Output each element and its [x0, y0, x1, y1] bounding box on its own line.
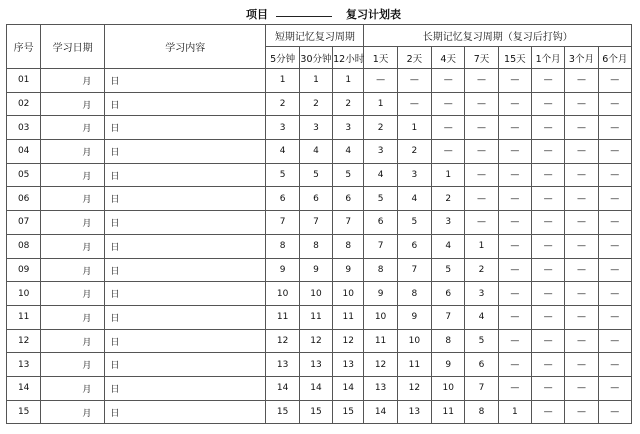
study-content-cell[interactable]: [104, 140, 266, 164]
table-row: [7, 353, 632, 377]
long-review-cell[interactable]: 7: [465, 376, 498, 400]
row-seq: 11: [7, 305, 41, 329]
day-label: 日: [110, 313, 120, 324]
long-review-cell[interactable]: —: [498, 329, 531, 353]
long-review-cell[interactable]: —: [531, 282, 564, 306]
short-review-cell: 15: [299, 400, 332, 424]
long-review-cell[interactable]: —: [498, 376, 531, 400]
short-review-cell: 14: [266, 376, 299, 400]
long-review-cell[interactable]: 14: [364, 400, 397, 424]
long-review-cell[interactable]: —: [598, 305, 631, 329]
month-label: 月: [82, 171, 92, 182]
long-review-cell[interactable]: —: [565, 305, 598, 329]
month-label: 月: [82, 266, 92, 277]
long-review-cell[interactable]: —: [598, 353, 631, 377]
long-review-cell[interactable]: —: [531, 187, 564, 211]
long-review-cell[interactable]: —: [565, 258, 598, 282]
long-review-cell[interactable]: —: [565, 329, 598, 353]
long-review-cell[interactable]: —: [598, 187, 631, 211]
table-row: [7, 400, 632, 424]
long-review-cell[interactable]: —: [598, 258, 631, 282]
short-review-cell: 13: [299, 353, 332, 377]
long-review-cell[interactable]: 2: [364, 116, 397, 140]
long-review-cell[interactable]: —: [531, 92, 564, 116]
study-content-cell[interactable]: [104, 92, 266, 116]
long-review-cell[interactable]: —: [598, 140, 631, 164]
long-review-cell[interactable]: —: [531, 329, 564, 353]
table-row: [7, 329, 632, 353]
long-review-cell[interactable]: —: [498, 258, 531, 282]
long-review-cell[interactable]: —: [565, 163, 598, 187]
table-row: [7, 305, 632, 329]
study-date-cell[interactable]: [41, 92, 120, 116]
long-review-cell[interactable]: —: [498, 353, 531, 377]
long-review-cell[interactable]: —: [531, 163, 564, 187]
header-long-7d: 7天: [465, 47, 498, 69]
short-review-cell: 3: [299, 116, 332, 140]
row-seq: 15: [7, 400, 41, 424]
long-review-cell[interactable]: —: [465, 116, 498, 140]
study-content-cell[interactable]: [104, 376, 266, 400]
study-content-cell[interactable]: [104, 400, 266, 424]
day-label: 日: [110, 290, 120, 301]
short-review-cell: 11: [299, 305, 332, 329]
study-date-cell[interactable]: [41, 116, 120, 140]
short-review-cell: 4: [333, 140, 364, 164]
long-review-cell[interactable]: —: [498, 163, 531, 187]
long-review-cell[interactable]: 8: [397, 282, 431, 306]
short-review-cell: 12: [299, 329, 332, 353]
project-label: 项目: [246, 8, 268, 21]
long-review-cell[interactable]: —: [531, 69, 564, 93]
study-content-cell[interactable]: [104, 116, 266, 140]
short-review-cell: 8: [333, 234, 364, 258]
long-review-cell[interactable]: —: [565, 376, 598, 400]
long-review-cell[interactable]: 7: [397, 258, 431, 282]
row-seq: 03: [7, 116, 41, 140]
header-study-content: 学习内容: [104, 25, 266, 69]
header-long-1m: 1个月: [531, 47, 564, 69]
long-review-cell[interactable]: —: [465, 163, 498, 187]
long-review-cell[interactable]: —: [565, 353, 598, 377]
long-review-cell[interactable]: 1: [364, 92, 397, 116]
long-review-cell[interactable]: —: [465, 92, 498, 116]
long-review-cell[interactable]: 13: [364, 376, 397, 400]
study-content-cell[interactable]: [104, 234, 266, 258]
study-date-cell[interactable]: [41, 234, 120, 258]
long-review-cell[interactable]: —: [498, 187, 531, 211]
short-review-cell: 2: [266, 92, 299, 116]
month-label: 月: [82, 148, 92, 159]
day-label: 日: [110, 148, 120, 159]
header-long-term-group: 长期记忆复习周期（复习后打钩）: [364, 25, 632, 47]
header-study-date: 学习日期: [41, 25, 105, 69]
long-review-cell[interactable]: —: [432, 140, 465, 164]
day-label: 日: [110, 100, 120, 111]
short-review-cell: 8: [266, 234, 299, 258]
short-review-cell: 1: [266, 69, 299, 93]
long-review-cell[interactable]: —: [565, 282, 598, 306]
table-row: [7, 234, 632, 258]
long-review-cell[interactable]: —: [598, 69, 631, 93]
long-review-cell[interactable]: 5: [465, 329, 498, 353]
short-review-cell: 5: [266, 163, 299, 187]
long-review-cell[interactable]: 4: [432, 234, 465, 258]
short-review-cell: 13: [333, 353, 364, 377]
long-review-cell[interactable]: 6: [364, 211, 397, 235]
long-review-cell[interactable]: —: [397, 69, 431, 93]
long-review-cell[interactable]: —: [565, 187, 598, 211]
short-review-cell: 6: [266, 187, 299, 211]
long-review-cell[interactable]: —: [598, 211, 631, 235]
short-review-cell: 2: [299, 92, 332, 116]
short-review-cell: 11: [266, 305, 299, 329]
short-review-cell: 4: [299, 140, 332, 164]
long-review-cell[interactable]: —: [598, 400, 631, 424]
table-row: [7, 69, 632, 93]
long-review-cell[interactable]: 11: [432, 400, 465, 424]
day-label: 日: [110, 219, 120, 230]
long-review-cell[interactable]: —: [531, 376, 564, 400]
long-review-cell[interactable]: —: [531, 305, 564, 329]
long-review-cell[interactable]: —: [565, 116, 598, 140]
month-label: 月: [82, 290, 92, 301]
month-label: 月: [82, 408, 92, 419]
study-date-cell[interactable]: [41, 258, 120, 282]
long-review-cell[interactable]: —: [531, 400, 564, 424]
long-review-cell[interactable]: —: [465, 187, 498, 211]
row-seq: 01: [7, 69, 41, 93]
day-label: 日: [110, 361, 120, 372]
study-date-cell[interactable]: [41, 400, 120, 424]
short-review-cell: 8: [299, 234, 332, 258]
short-review-cell: 3: [266, 116, 299, 140]
short-review-cell: 5: [333, 163, 364, 187]
short-review-cell: 5: [299, 163, 332, 187]
long-review-cell[interactable]: —: [397, 92, 431, 116]
table-row: [7, 116, 632, 140]
row-seq: 08: [7, 234, 41, 258]
long-review-cell[interactable]: 11: [364, 329, 397, 353]
long-review-cell[interactable]: —: [498, 140, 531, 164]
long-review-cell[interactable]: 6: [397, 234, 431, 258]
long-review-cell[interactable]: —: [565, 400, 598, 424]
long-review-cell[interactable]: 12: [397, 376, 431, 400]
long-review-cell[interactable]: 2: [432, 187, 465, 211]
long-review-cell[interactable]: —: [432, 69, 465, 93]
long-review-cell[interactable]: —: [498, 282, 531, 306]
long-review-cell[interactable]: —: [565, 92, 598, 116]
month-label: 月: [82, 384, 92, 395]
long-review-cell[interactable]: 4: [397, 187, 431, 211]
long-review-cell[interactable]: 3: [465, 282, 498, 306]
short-review-cell: 12: [333, 329, 364, 353]
row-seq: 05: [7, 163, 41, 187]
long-review-cell[interactable]: 2: [397, 140, 431, 164]
long-review-cell[interactable]: —: [465, 140, 498, 164]
row-seq: 02: [7, 92, 41, 116]
long-review-cell[interactable]: —: [531, 211, 564, 235]
review-schedule-table: [6, 24, 632, 424]
row-seq: 04: [7, 140, 41, 164]
row-seq: 12: [7, 329, 41, 353]
long-review-cell[interactable]: —: [598, 329, 631, 353]
row-seq: 10: [7, 282, 41, 306]
month-label: 月: [82, 313, 92, 324]
long-review-cell[interactable]: 4: [364, 163, 397, 187]
table-row: [7, 163, 632, 187]
day-label: 日: [110, 242, 120, 253]
header-seq: 序号: [7, 25, 41, 69]
long-review-cell[interactable]: —: [565, 140, 598, 164]
title-bar: [0, 4, 640, 22]
short-review-cell: 7: [266, 211, 299, 235]
plan-title: 复习计划表: [346, 8, 401, 21]
study-content-cell[interactable]: [104, 163, 266, 187]
row-seq: 06: [7, 187, 41, 211]
short-review-cell: 9: [299, 258, 332, 282]
short-review-cell: 1: [299, 69, 332, 93]
header-long-2d: 2天: [397, 47, 431, 69]
short-review-cell: 10: [333, 282, 364, 306]
long-review-cell[interactable]: —: [598, 116, 631, 140]
long-review-cell[interactable]: 10: [397, 329, 431, 353]
short-review-cell: 7: [333, 211, 364, 235]
long-review-cell[interactable]: 12: [364, 353, 397, 377]
day-label: 日: [110, 408, 120, 419]
long-review-cell[interactable]: 5: [432, 258, 465, 282]
study-content-cell[interactable]: [104, 211, 266, 235]
long-review-cell[interactable]: —: [432, 116, 465, 140]
header-long-3m: 3个月: [565, 47, 598, 69]
long-review-cell[interactable]: 1: [397, 116, 431, 140]
short-review-cell: 14: [299, 376, 332, 400]
long-review-cell[interactable]: —: [498, 116, 531, 140]
long-review-cell[interactable]: —: [465, 69, 498, 93]
long-review-cell[interactable]: 8: [364, 258, 397, 282]
long-review-cell[interactable]: —: [598, 376, 631, 400]
long-review-cell[interactable]: —: [598, 163, 631, 187]
long-review-cell[interactable]: —: [364, 69, 397, 93]
study-content-cell[interactable]: [104, 305, 266, 329]
header-long-6m: 6个月: [598, 47, 631, 69]
short-review-cell: 4: [266, 140, 299, 164]
day-label: 日: [110, 124, 120, 135]
long-review-cell[interactable]: 9: [397, 305, 431, 329]
short-review-cell: 12: [266, 329, 299, 353]
month-label: 月: [82, 219, 92, 230]
long-review-cell[interactable]: —: [498, 211, 531, 235]
table-row: [7, 92, 632, 116]
day-label: 日: [110, 266, 120, 277]
day-label: 日: [110, 337, 120, 348]
study-date-cell[interactable]: [41, 282, 120, 306]
long-review-cell[interactable]: —: [432, 92, 465, 116]
study-date-cell[interactable]: [41, 305, 120, 329]
long-review-cell[interactable]: 8: [465, 400, 498, 424]
day-label: 日: [110, 77, 120, 87]
study-content-cell[interactable]: [104, 258, 266, 282]
short-review-cell: 1: [333, 69, 364, 93]
long-review-cell[interactable]: 7: [432, 305, 465, 329]
table-row: [7, 187, 632, 211]
row-seq: 13: [7, 353, 41, 377]
long-review-cell[interactable]: —: [531, 140, 564, 164]
day-label: 日: [110, 384, 120, 395]
short-review-cell: 13: [266, 353, 299, 377]
long-review-cell[interactable]: 5: [364, 187, 397, 211]
long-review-cell[interactable]: —: [565, 211, 598, 235]
row-seq: 09: [7, 258, 41, 282]
study-date-cell[interactable]: [41, 140, 120, 164]
study-date-cell[interactable]: [41, 353, 120, 377]
long-review-cell[interactable]: 5: [397, 211, 431, 235]
month-label: 月: [82, 100, 92, 111]
long-review-cell[interactable]: 10: [364, 305, 397, 329]
long-review-cell[interactable]: —: [531, 353, 564, 377]
short-review-cell: 15: [266, 400, 299, 424]
long-review-cell[interactable]: 3: [432, 211, 465, 235]
long-review-cell[interactable]: —: [498, 305, 531, 329]
header-short-12h: 12小时: [333, 47, 364, 69]
study-content-cell[interactable]: [104, 282, 266, 306]
short-review-cell: 14: [333, 376, 364, 400]
long-review-cell[interactable]: 6: [465, 353, 498, 377]
study-date-cell[interactable]: [41, 69, 120, 93]
short-review-cell: 11: [333, 305, 364, 329]
header-long-4d: 4天: [432, 47, 465, 69]
table-row: [7, 376, 632, 400]
study-date-cell[interactable]: [41, 187, 120, 211]
table-body: [7, 69, 632, 424]
day-label: 日: [110, 195, 120, 206]
long-review-cell[interactable]: 7: [364, 234, 397, 258]
short-review-cell: 2: [333, 92, 364, 116]
long-review-cell[interactable]: 3: [397, 163, 431, 187]
table-row: [7, 211, 632, 235]
long-review-cell[interactable]: —: [465, 211, 498, 235]
long-review-cell[interactable]: 1: [498, 400, 531, 424]
table-row: [7, 282, 632, 306]
header-long-1d: 1天: [364, 47, 397, 69]
long-review-cell[interactable]: 1: [432, 163, 465, 187]
short-review-cell: 7: [299, 211, 332, 235]
study-content-cell[interactable]: [104, 353, 266, 377]
header-short-30min: 30分钟: [299, 47, 332, 69]
header-long-15d: 15天: [498, 47, 531, 69]
short-review-cell: 9: [333, 258, 364, 282]
study-date-cell[interactable]: [41, 211, 120, 235]
long-review-cell[interactable]: 10: [432, 376, 465, 400]
month-label: 月: [82, 77, 92, 87]
month-label: 月: [82, 337, 92, 348]
month-label: 月: [82, 361, 92, 372]
table-row: [7, 258, 632, 282]
long-review-cell[interactable]: —: [598, 282, 631, 306]
short-review-cell: 6: [333, 187, 364, 211]
short-review-cell: 6: [299, 187, 332, 211]
study-date-cell[interactable]: [41, 376, 120, 400]
table-row: [7, 140, 632, 164]
long-review-cell[interactable]: 1: [465, 234, 498, 258]
study-date-cell[interactable]: [41, 329, 120, 353]
long-review-cell[interactable]: —: [598, 92, 631, 116]
long-review-cell[interactable]: —: [498, 69, 531, 93]
long-review-cell[interactable]: 4: [465, 305, 498, 329]
long-review-cell[interactable]: 9: [364, 282, 397, 306]
month-label: 月: [82, 195, 92, 206]
long-review-cell[interactable]: —: [498, 92, 531, 116]
month-label: 月: [82, 242, 92, 253]
long-review-cell[interactable]: —: [498, 234, 531, 258]
long-review-cell[interactable]: 3: [364, 140, 397, 164]
long-review-cell[interactable]: —: [531, 234, 564, 258]
study-content-cell[interactable]: [104, 329, 266, 353]
project-name-blank: [276, 16, 332, 17]
header-short-5min: 5分钟: [266, 47, 299, 69]
study-content-cell[interactable]: [104, 187, 266, 211]
row-seq: 14: [7, 376, 41, 400]
long-review-cell[interactable]: —: [531, 258, 564, 282]
short-review-cell: 10: [299, 282, 332, 306]
header-short-term-group: 短期记忆复习周期: [266, 25, 364, 47]
short-review-cell: 9: [266, 258, 299, 282]
day-label: 日: [110, 171, 120, 182]
long-review-cell[interactable]: —: [565, 69, 598, 93]
long-review-cell[interactable]: 9: [432, 353, 465, 377]
short-review-cell: 10: [266, 282, 299, 306]
study-date-cell[interactable]: [41, 163, 120, 187]
study-content-cell[interactable]: [104, 69, 266, 93]
long-review-cell[interactable]: —: [598, 234, 631, 258]
row-seq: 07: [7, 211, 41, 235]
long-review-cell[interactable]: —: [531, 116, 564, 140]
short-review-cell: 15: [333, 400, 364, 424]
month-label: 月: [82, 124, 92, 135]
long-review-cell[interactable]: 13: [397, 400, 431, 424]
long-review-cell[interactable]: 11: [397, 353, 431, 377]
long-review-cell[interactable]: —: [565, 234, 598, 258]
long-review-cell[interactable]: 2: [465, 258, 498, 282]
long-review-cell[interactable]: 8: [432, 329, 465, 353]
long-review-cell[interactable]: 6: [432, 282, 465, 306]
short-review-cell: 3: [333, 116, 364, 140]
